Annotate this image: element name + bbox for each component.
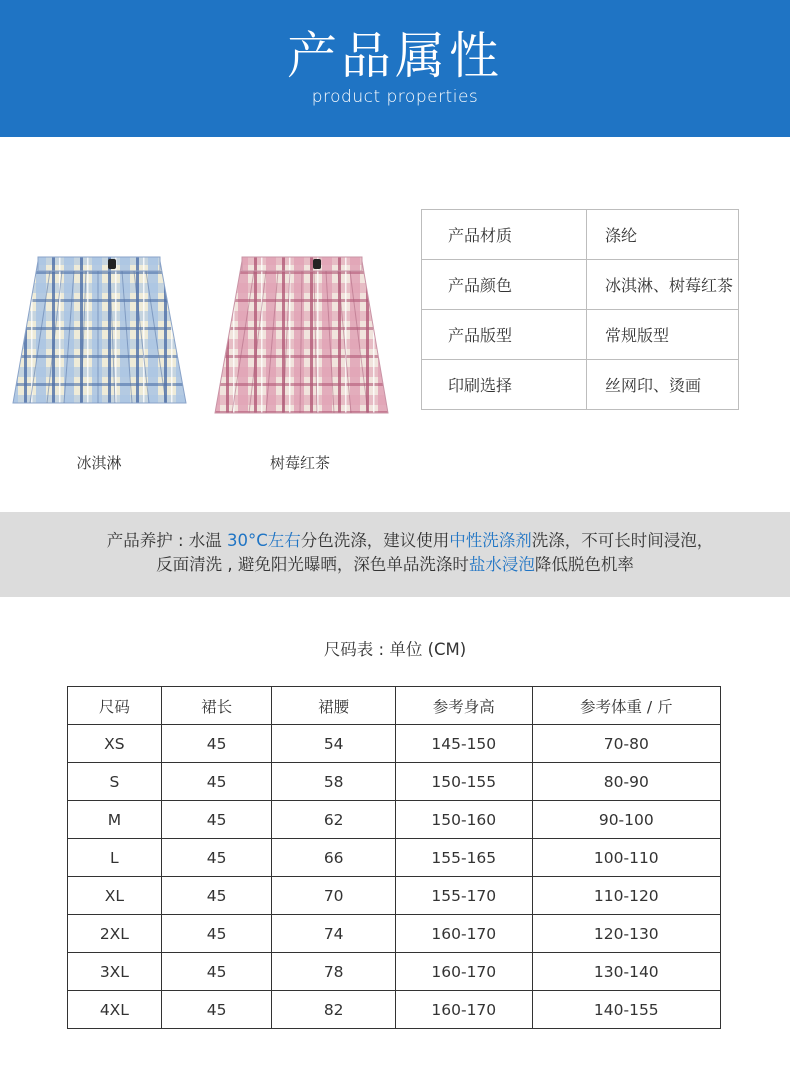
cell: XL [68, 877, 162, 915]
table-row [68, 877, 721, 915]
table-row [68, 801, 721, 839]
cell: 150-155 [395, 763, 532, 801]
column-header: 裙长 [161, 687, 272, 725]
cell: 155-165 [395, 839, 532, 877]
cell: 70-80 [532, 725, 720, 763]
table-row [68, 953, 721, 991]
column-header: 尺码 [68, 687, 162, 725]
product-caption: 树莓红茶 [269, 454, 330, 472]
size-table [67, 686, 721, 1029]
cell: 2XL [68, 915, 162, 953]
property-key: 产品版型 [422, 310, 587, 360]
product-caption: 冰淇淋 [76, 454, 122, 472]
care-line-2 [0, 553, 790, 577]
cell: S [68, 763, 162, 801]
skirt-image-pink [210, 255, 395, 420]
header-banner [0, 0, 790, 137]
table-row [422, 210, 739, 260]
cell: L [68, 839, 162, 877]
care-text: 反面清洗 , 避免阳光曝晒，深色单品洗涤时 [156, 555, 469, 574]
page-title: 产品属性 [287, 27, 503, 85]
property-value: 常规版型 [587, 310, 739, 360]
cell: 160-170 [395, 953, 532, 991]
table-row [68, 763, 721, 801]
cell: 45 [161, 877, 272, 915]
cell: 45 [161, 991, 272, 1029]
cell: 62 [272, 801, 396, 839]
care-line-1 [0, 529, 790, 553]
cell: 58 [272, 763, 396, 801]
column-header: 裙腰 [272, 687, 396, 725]
column-header: 参考体重 / 斤 [532, 687, 720, 725]
property-key: 印刷选择 [422, 360, 587, 410]
cell: 74 [272, 915, 396, 953]
cell: 130-140 [532, 953, 720, 991]
cell: 80-90 [532, 763, 720, 801]
table-row [422, 310, 739, 360]
cell: 145-150 [395, 725, 532, 763]
table-row [68, 915, 721, 953]
cell: 120-130 [532, 915, 720, 953]
skirt-image-blue [8, 255, 193, 420]
cell: 66 [272, 839, 396, 877]
care-text: 降低脱色机率 [534, 555, 634, 574]
properties-table [421, 209, 739, 410]
cell: 45 [161, 953, 272, 991]
care-text: 产品养护 : 水温 [106, 531, 227, 550]
cell: 78 [272, 953, 396, 991]
care-highlight-detergent: 中性洗涤剂 [449, 531, 532, 550]
column-header: 参考身高 [395, 687, 532, 725]
property-key: 产品材质 [422, 210, 587, 260]
cell: 100-110 [532, 839, 720, 877]
cell: M [68, 801, 162, 839]
cell: 45 [161, 915, 272, 953]
table-row [68, 725, 721, 763]
cell: 82 [272, 991, 396, 1029]
table-row [68, 991, 721, 1029]
property-value: 冰淇淋、树莓红茶 [587, 260, 739, 310]
cell: 90-100 [532, 801, 720, 839]
cell: 54 [272, 725, 396, 763]
property-value: 丝网印、烫画 [587, 360, 739, 410]
cell: 3XL [68, 953, 162, 991]
table-row [68, 839, 721, 877]
cell: 155-170 [395, 877, 532, 915]
care-highlight-temp: 30°C左右 [227, 531, 301, 550]
cell: 45 [161, 801, 272, 839]
cell: 70 [272, 877, 396, 915]
cell: 45 [161, 763, 272, 801]
product-raspberry-tea[interactable] [210, 255, 395, 472]
care-text: 分色洗涤，建议使用 [300, 531, 450, 550]
cell: 160-170 [395, 991, 532, 1029]
care-highlight-salt: 盐水浸泡 [468, 555, 535, 574]
table-header-row [68, 687, 721, 725]
size-table-title: 尺码表 : 单位 (CM) [323, 640, 467, 659]
cell: 45 [161, 839, 272, 877]
cell: 160-170 [395, 915, 532, 953]
table-row [422, 260, 739, 310]
cell: 4XL [68, 991, 162, 1029]
care-text: 洗涤，不可长时间浸泡， [531, 531, 714, 550]
property-value: 涤纶 [587, 210, 739, 260]
cell: 140-155 [532, 991, 720, 1029]
page-subtitle: product properties [311, 87, 479, 107]
property-key: 产品颜色 [422, 260, 587, 310]
cell: 45 [161, 725, 272, 763]
care-instructions [0, 512, 790, 597]
cell: 110-120 [532, 877, 720, 915]
product-ice-cream[interactable] [8, 255, 193, 472]
cell: 150-160 [395, 801, 532, 839]
table-row [422, 360, 739, 410]
cell: XS [68, 725, 162, 763]
